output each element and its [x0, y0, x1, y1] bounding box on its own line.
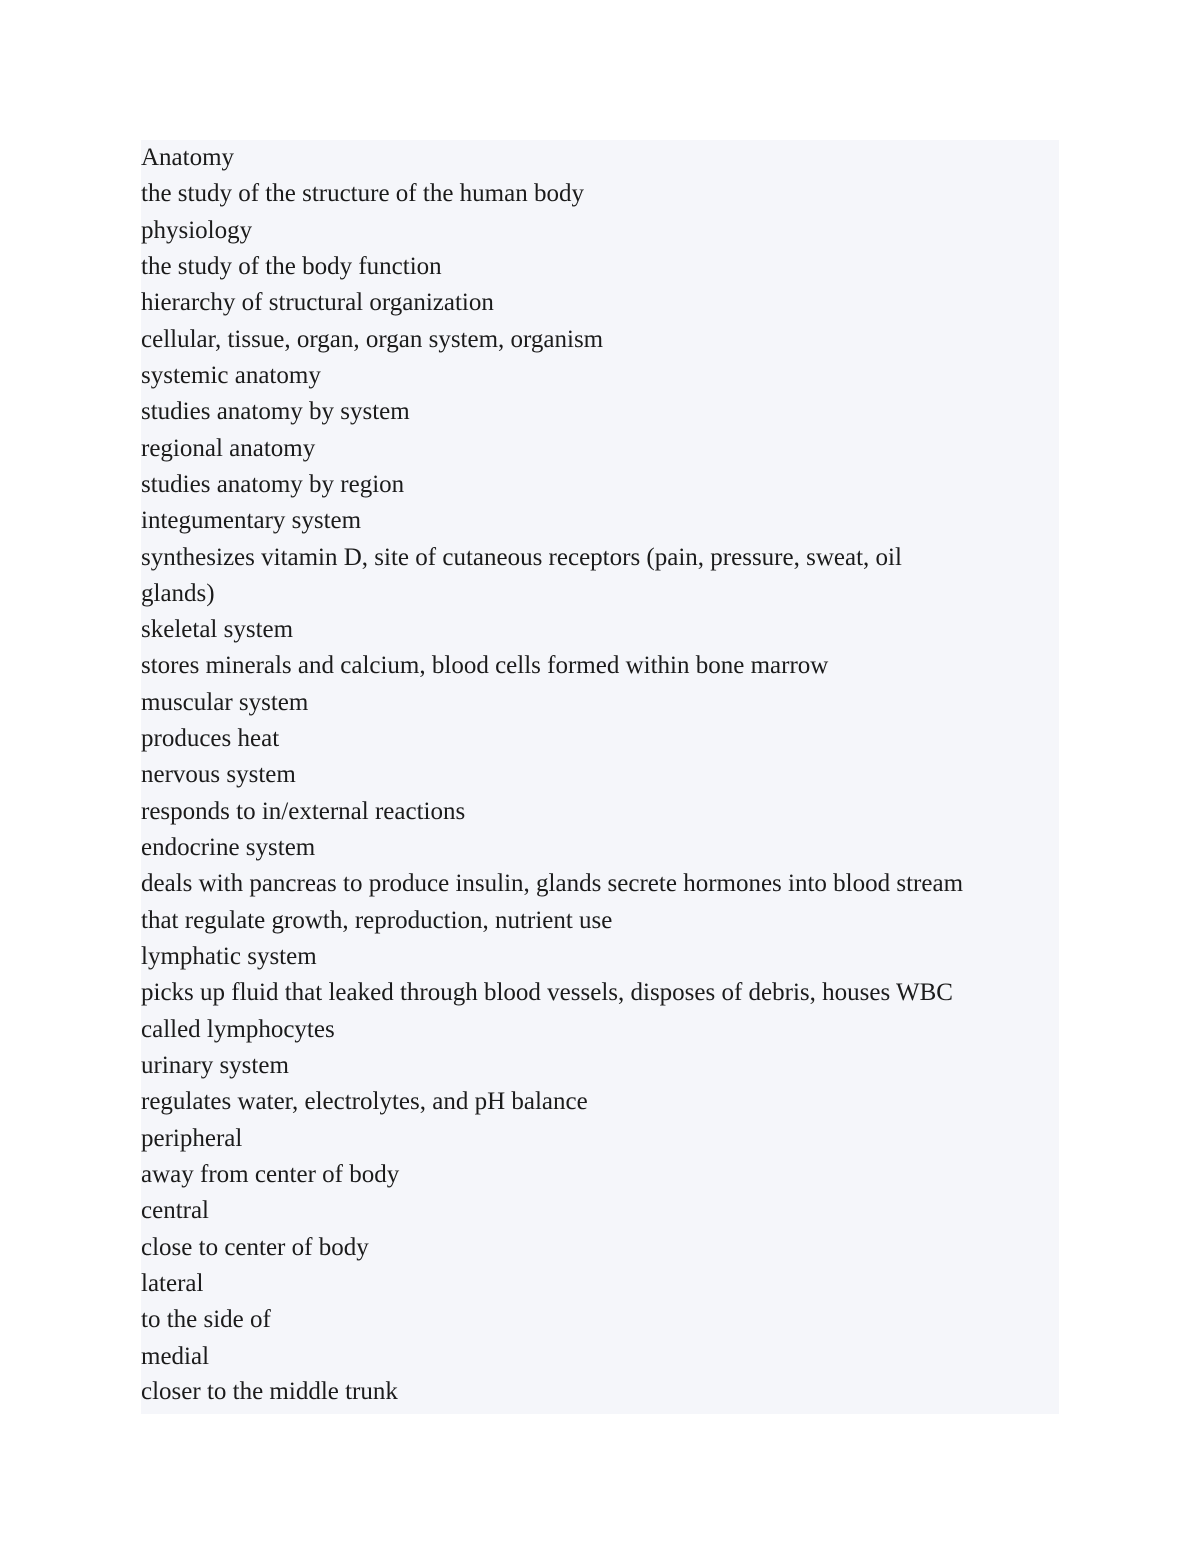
text-line: produces heat	[141, 725, 280, 752]
text-line: regional anatomy	[141, 435, 316, 462]
text-line: central	[141, 1197, 210, 1224]
text-line: hierarchy of structural organization	[141, 289, 494, 316]
text-line: away from center of body	[141, 1161, 400, 1188]
text-line: glands)	[141, 580, 215, 607]
text-line: responds to in/external reactions	[141, 798, 466, 825]
text-line: integumentary system	[141, 507, 362, 534]
text-line: systemic anatomy	[141, 362, 321, 389]
text-line: skeletal system	[141, 616, 294, 643]
text-line: that regulate growth, reproduction, nutrient use	[141, 907, 613, 934]
text-line: studies anatomy by system	[141, 398, 410, 425]
text-line: lymphatic system	[141, 943, 317, 970]
document-content	[141, 140, 1059, 1414]
text-line: muscular system	[141, 689, 309, 716]
text-line: the study of the body function	[141, 253, 442, 280]
text-line: stores minerals and calcium, blood cells formed within bone marrow	[141, 652, 829, 679]
text-line: closer to the middle trunk	[141, 1378, 398, 1405]
text-line: studies anatomy by region	[141, 471, 405, 498]
text-line: deals with pancreas to produce insulin, glands secrete hormones into blood stream	[141, 870, 964, 897]
text-line: regulates water, electrolytes, and pH balance	[141, 1088, 588, 1115]
text-line: to the side of	[141, 1306, 271, 1333]
text-line: cellular, tissue, organ, organ system, organism	[141, 326, 604, 353]
text-line: Anatomy	[141, 144, 235, 171]
text-line: synthesizes vitamin D, site of cutaneous receptors (pain, pressure, sweat, oil	[141, 544, 902, 571]
text-line: lateral	[141, 1270, 204, 1297]
text-line: peripheral	[141, 1125, 243, 1152]
text-line: called lymphocytes	[141, 1016, 335, 1043]
text-line: endocrine system	[141, 834, 316, 861]
text-line: close to center of body	[141, 1234, 369, 1261]
text-line: medial	[141, 1343, 210, 1370]
text-line: physiology	[141, 217, 253, 244]
text-line: urinary system	[141, 1052, 289, 1079]
text-line: the study of the structure of the human body	[141, 180, 584, 207]
text-line: picks up fluid that leaked through blood vessels, disposes of debris, houses WBC	[141, 979, 953, 1006]
text-line: nervous system	[141, 761, 296, 788]
